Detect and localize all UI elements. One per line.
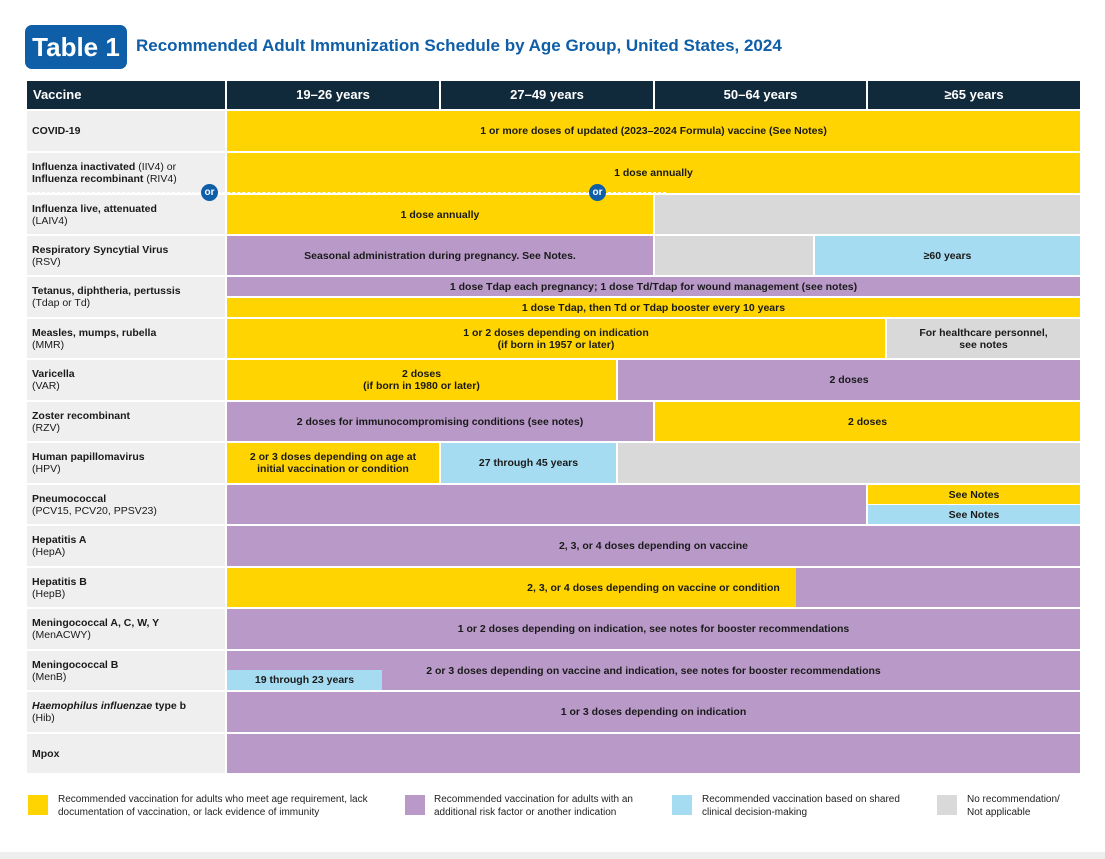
vaccine-name: Hepatitis B — [32, 575, 87, 588]
vaccine-abbrev: (Tdap or Td) — [32, 297, 91, 309]
bar-rzv-2doses: 2 doses — [655, 402, 1080, 441]
bar-rsv-na — [655, 236, 813, 275]
vaccine-abbrev: (MenB) — [32, 670, 67, 683]
row-label-influenza-inactivated — [27, 153, 225, 193]
bar-hpv-age: 2 or 3 doses depending on age at initial vaccination or condition — [227, 443, 439, 483]
header-age-65plus: ≥65 years — [868, 81, 1080, 109]
vaccine-abbrev: (LAIV4) — [32, 214, 68, 227]
row-label-hepb — [27, 568, 225, 607]
vaccine-name: Meningococcal A, C, W, Y — [32, 617, 160, 629]
vaccine-abbrev: (RSV) — [32, 255, 61, 268]
bar-rsv-60: ≥60 years — [815, 236, 1080, 275]
legend-text-yellow: Recommended vaccination for adults who meet age requirement, lack documentation of vaccination, or lack evidence of immunity — [58, 794, 368, 818]
bar-influenza-live: 1 dose annually — [227, 195, 653, 234]
page-title: Recommended Adult Immunization Schedule by Age Group, United States, 2024 — [136, 36, 782, 55]
vaccine-name: COVID-19 — [32, 125, 81, 137]
table-badge: Table 1 — [25, 25, 127, 69]
bar-mpox — [227, 734, 1080, 773]
vaccine-name: Mpox — [32, 747, 60, 760]
bar-covid: 1 or more doses of updated (2023–2024 Formula) vaccine (See Notes) — [227, 111, 1080, 151]
legend-text-gray: No recommendation/ Not applicable — [967, 794, 1060, 818]
bar-var-born: 2 doses (if born in 1980 or later) — [227, 360, 616, 400]
vaccine-name: Influenza live, attenuated — [32, 202, 157, 215]
row-label-rsv — [27, 236, 225, 275]
bar-hepb-label: 2, 3, or 4 doses depending on vaccine or condition — [527, 581, 780, 594]
legend-swatch-blue — [672, 795, 692, 815]
vaccine-abbrev: (PCV15, PCV20, PPSV23) — [32, 504, 157, 517]
bar-tdap-pregnancy: 1 dose Tdap each pregnancy; 1 dose Td/Tdap for wound management (see notes) — [227, 277, 1080, 296]
legend-text-purple: Recommended vaccination for adults with an additional risk factor or another indication — [434, 794, 633, 818]
row-label-covid — [27, 111, 225, 151]
vaccine-abbrev: (RZV) — [32, 421, 60, 434]
vaccine-abbrev: (Hib) — [32, 712, 55, 724]
bar-var-2doses: 2 doses — [618, 360, 1080, 400]
legend-swatch-gray — [937, 795, 957, 815]
row-label-zoster — [27, 402, 225, 441]
bar-hpv-na — [618, 443, 1080, 483]
vaccine-name: Human papillomavirus — [32, 451, 145, 463]
vaccine-abbrev: (MenACWY) — [32, 629, 91, 641]
bar-mmr: 1 or 2 doses depending on indication (if born in 1957 or later) — [227, 319, 885, 358]
row-label-hpv — [27, 443, 225, 483]
legend-text-blue: Recommended vaccination based on shared clinical decision-making — [702, 794, 900, 818]
header-vaccine: Vaccine — [27, 81, 225, 109]
row-label-tdap — [27, 277, 225, 317]
header-age-27-49: 27–49 years — [441, 81, 653, 109]
legend-swatch-yellow — [28, 795, 48, 815]
bar-mmr-hcp: For healthcare personnel, see notes — [887, 319, 1080, 358]
vaccine-name: Hepatitis A — [32, 534, 87, 546]
vaccine-name: Varicella — [32, 368, 75, 380]
or-badge-center: or — [589, 184, 606, 201]
bar-influenza-inactivated: 1 dose annually — [227, 153, 1080, 193]
vaccine-abbrev: (HepA) — [32, 546, 66, 558]
vaccine-name: Haemophilus influenzae type b — [32, 700, 187, 712]
or-divider-line — [27, 192, 666, 193]
bar-pneumo-see-notes-blue: See Notes — [868, 505, 1080, 524]
row-label-mmr — [27, 319, 225, 358]
bar-hib: 1 or 3 doses depending on indication — [227, 692, 1080, 732]
vaccine-abbrev: (HPV) — [32, 463, 61, 475]
legend-swatch-purple — [405, 795, 425, 815]
vaccine-name: Measles, mumps, rubella — [32, 326, 157, 339]
vaccine-name: Meningococcal B — [32, 658, 119, 671]
vaccine-abbrev: (HepB) — [32, 587, 66, 600]
bar-menacwy: 1 or 2 doses depending on indication, see notes for booster recommendations — [227, 609, 1080, 649]
vaccine-name: Respiratory Syncytial Virus — [32, 243, 169, 256]
vaccine-name: Tetanus, diphtheria, pertussis — [32, 285, 181, 297]
vaccine-name: Influenza inactivated (IIV4) or Influenza recombinant (RIV4) — [32, 161, 177, 185]
bar-pneumo-risk — [227, 485, 866, 524]
row-label-influenza-live — [27, 195, 225, 234]
bar-menb: 2 or 3 doses depending on vaccine and indication, see notes for booster recommendations — [227, 651, 1080, 690]
vaccine-name: Pneumococcal — [32, 492, 107, 505]
header-age-19-26: 19–26 years — [227, 81, 439, 109]
row-label-menacwy — [27, 609, 225, 649]
bar-rzv-immuno: 2 doses for immunocompromising conditions (see notes) — [227, 402, 653, 441]
bar-hpv-27-45: 27 through 45 years — [441, 443, 616, 483]
header-age-50-64: 50–64 years — [655, 81, 866, 109]
row-label-menb — [27, 651, 225, 690]
bar-influenza-live-na — [655, 195, 1080, 234]
or-badge-left: or — [201, 184, 218, 201]
bar-rsv-pregnancy: Seasonal administration during pregnancy. See Notes. — [227, 236, 653, 275]
bottom-strip — [0, 852, 1105, 859]
vaccine-abbrev: (MMR) — [32, 338, 65, 351]
row-label-varicella — [27, 360, 225, 400]
bar-pneumo-see-notes-yellow: See Notes — [868, 485, 1080, 504]
vaccine-name: Zoster recombinant — [32, 409, 131, 422]
bar-menb-19-23: 19 through 23 years — [227, 670, 382, 690]
bar-tdap-booster: 1 dose Tdap, then Td or Tdap booster every 10 years — [227, 298, 1080, 317]
row-label-pneumococcal — [27, 485, 225, 524]
bar-hepa: 2, 3, or 4 doses depending on vaccine — [227, 526, 1080, 566]
row-label-mpox — [27, 734, 225, 773]
vaccine-abbrev: (VAR) — [32, 380, 60, 392]
row-label-hepa — [27, 526, 225, 566]
row-label-hib — [27, 692, 225, 732]
